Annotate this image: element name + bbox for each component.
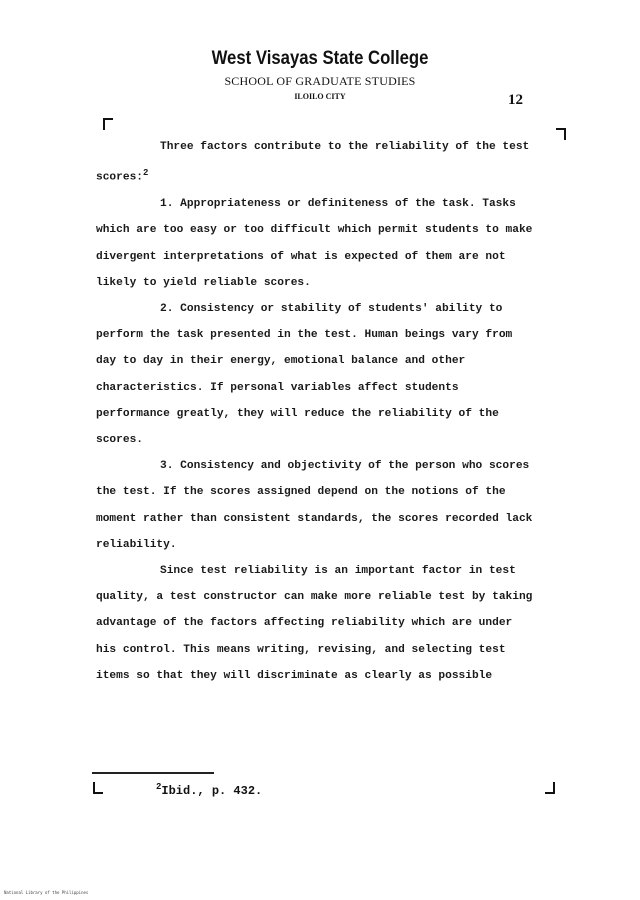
footnote bbox=[156, 782, 262, 798]
paragraph-conclusion: Since test reliability is an important factor in test quality, a test constructor can make more reliable test by taking advantage of the factors affecting reliability which are under his control. This means writing, revising, and selecting test items so that they will discriminate as clearly as possible bbox=[96, 564, 533, 682]
footnote-reference: 2 bbox=[143, 168, 149, 179]
city-name: ILOILO CITY bbox=[294, 92, 346, 101]
crop-mark-top-left bbox=[103, 118, 113, 130]
paragraph-factor-3: 3. Consistency and objectivity of the person who scores the test. If the scores assigned depend on the notions of the moment rather than consistent standards, the scores recorded lack reliability. bbox=[96, 460, 533, 551]
crop-mark-bottom-left bbox=[93, 782, 103, 794]
footnote-text: Ibid., p. 432. bbox=[161, 784, 263, 798]
page-number: 12 bbox=[508, 92, 523, 108]
paragraph-intro: Three factors contribute to the reliability of the test scores:$^2$ bbox=[96, 141, 530, 184]
footnote-divider bbox=[92, 772, 214, 774]
paragraph-factor-1: 1. Appropriateness or definiteness of the task. Tasks which are too easy or too difficult which permit students to make divergent interpretations of what is expected of them are not likely to yield reliable scores. bbox=[96, 198, 533, 289]
crop-mark-bottom-right bbox=[545, 782, 555, 794]
college-name: West Visayas State College bbox=[211, 48, 429, 69]
scan-watermark: National Library of the Philippines bbox=[4, 890, 89, 895]
crop-mark-top-right bbox=[556, 128, 566, 140]
footnote-marker: 2 bbox=[156, 782, 162, 792]
body-text bbox=[96, 134, 536, 689]
paragraph-factor-2: 2. Consistency or stability of students' ability to perform the task presented in the test. Human beings vary from day to day in their energy, emotional balance and other characteristics. If personal variables affect students performance greatly, they will reduce the reliability of the scores. bbox=[96, 302, 513, 446]
school-name: SCHOOL OF GRADUATE STUDIES bbox=[224, 74, 416, 88]
